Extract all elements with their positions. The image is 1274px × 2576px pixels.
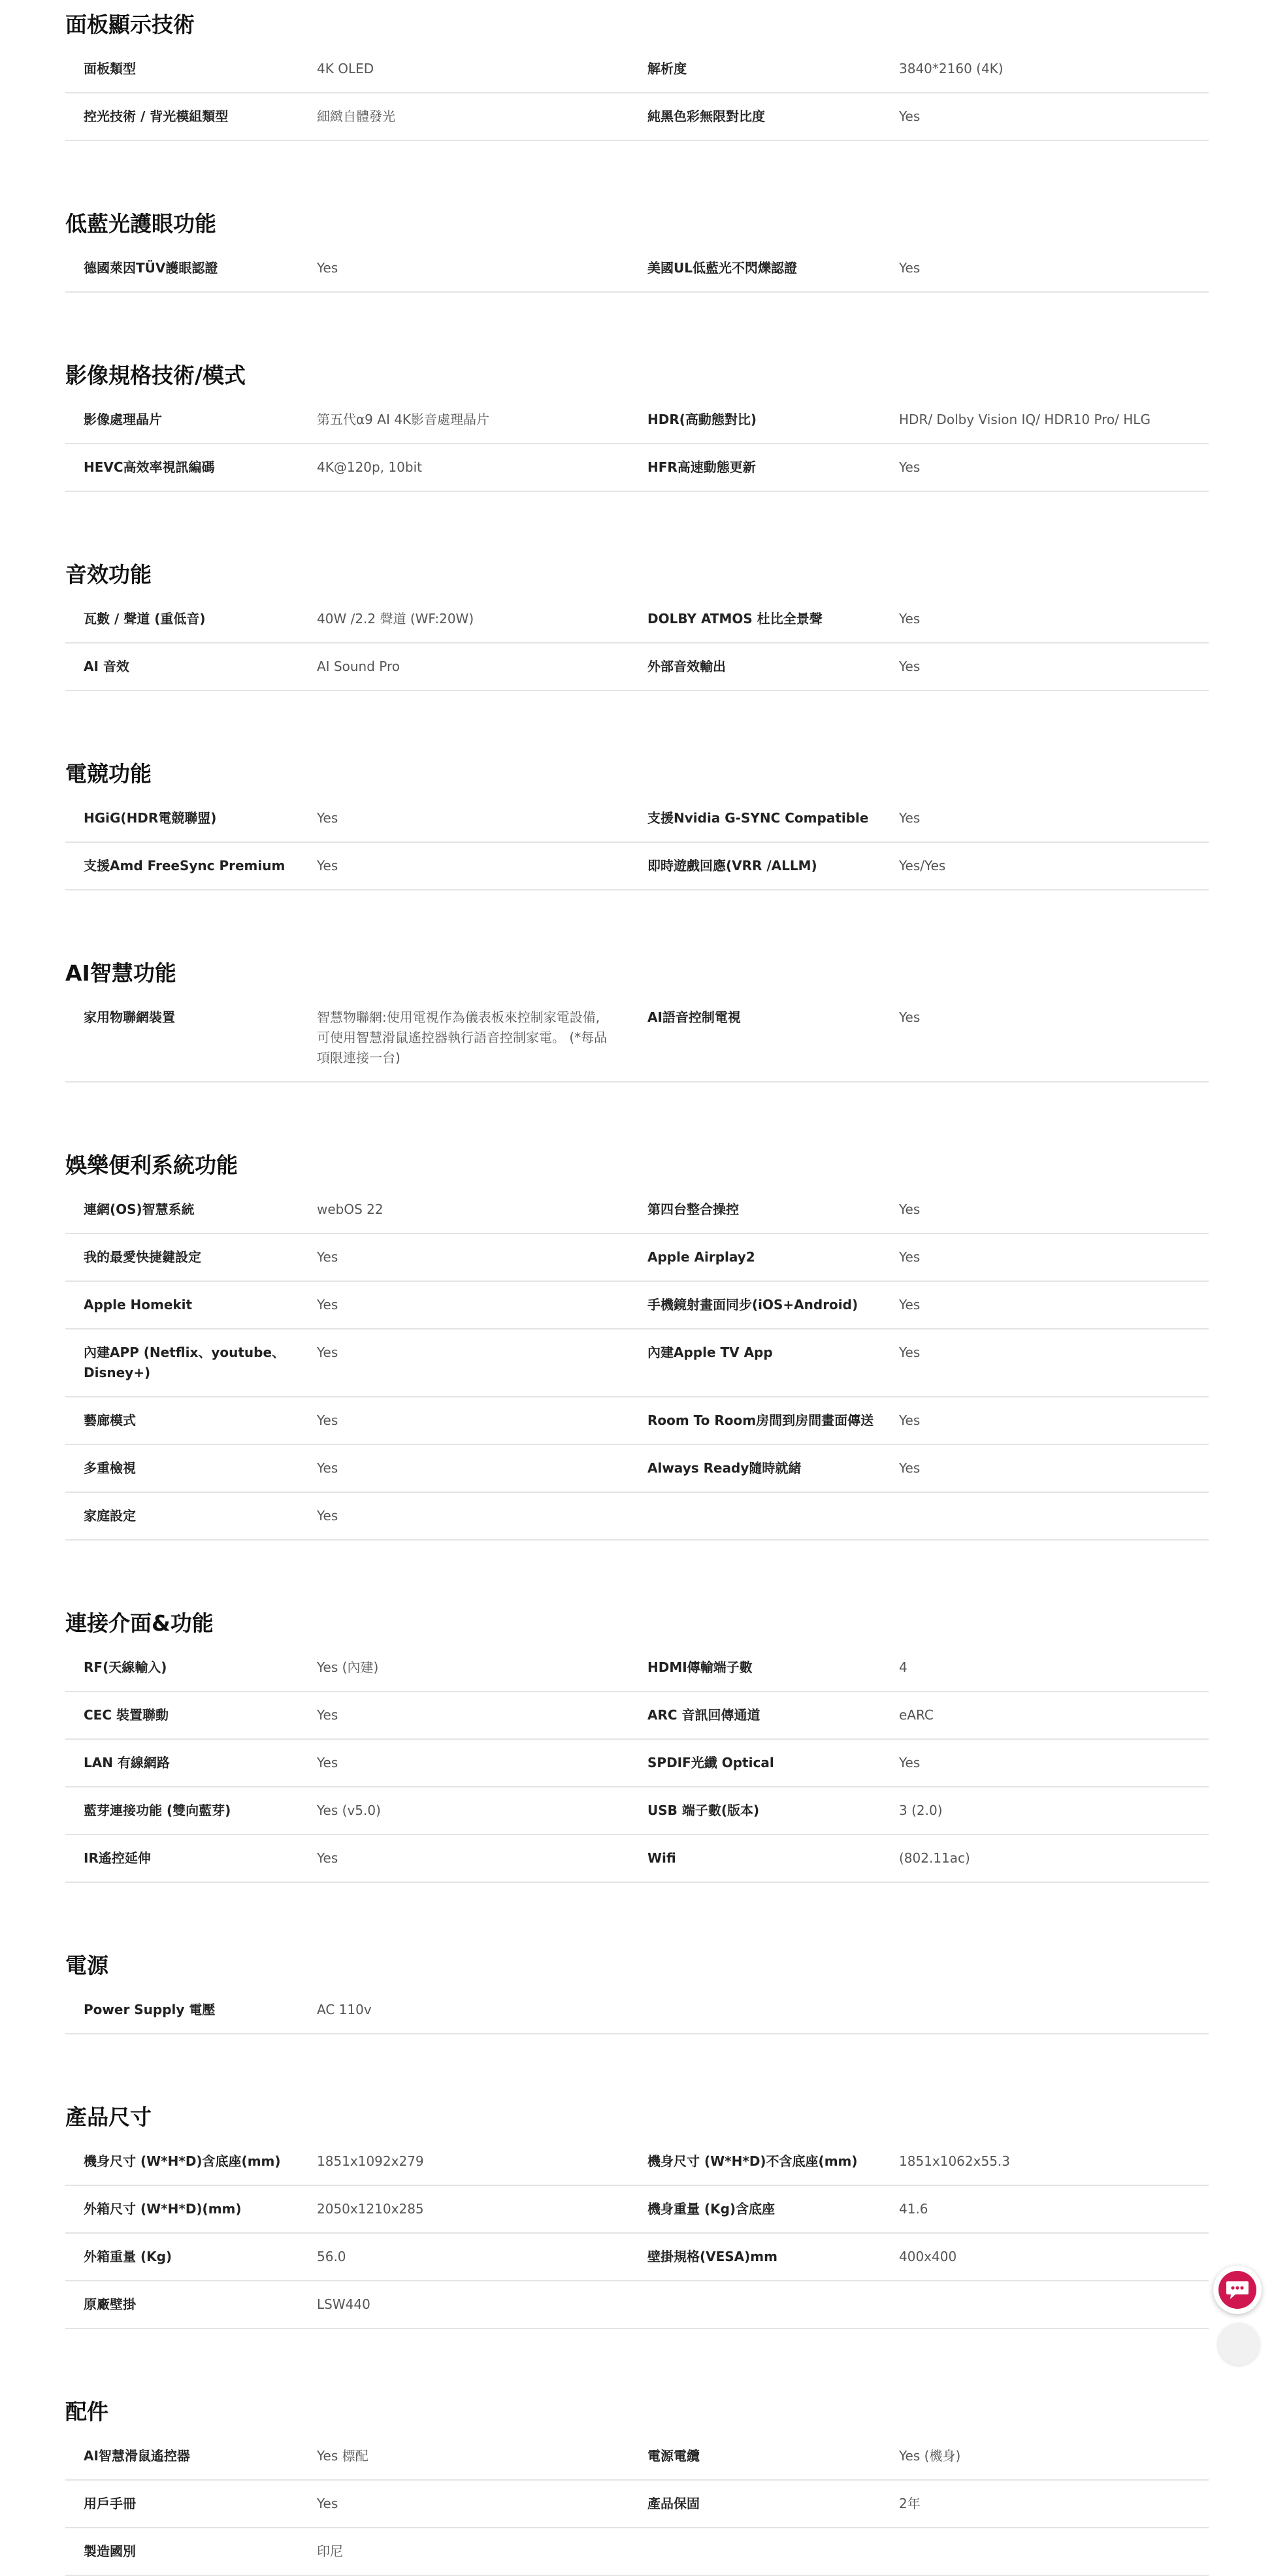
- spec-label: 第四台整合操控: [647, 1201, 739, 1217]
- spec-row: [65, 2528, 1209, 2576]
- spec-section: [65, 2387, 1274, 2576]
- spec-value: Yes: [317, 1412, 338, 1428]
- spec-value: 2年: [899, 2496, 921, 2511]
- spec-label: 我的最愛快捷鍵設定: [84, 1249, 201, 1265]
- spec-value: Yes: [317, 1345, 338, 1360]
- spec-value: 56.0: [317, 2249, 346, 2264]
- spec-value: Yes: [317, 858, 338, 873]
- spec-row: [65, 1787, 1209, 1835]
- spec-label: HGiG(HDR電競聯盟): [84, 810, 217, 826]
- spec-value: Yes: [899, 459, 921, 475]
- spec-label: 機身尺寸 (W*H*D)不含底座(mm): [647, 2153, 858, 2169]
- section-title: AI智慧功能: [65, 960, 176, 986]
- spec-label: 外箱重量 (Kg): [84, 2249, 172, 2264]
- spec-row: [65, 795, 1209, 843]
- spec-value: Yes: [899, 1009, 921, 1025]
- spec-value: 4K OLED: [317, 61, 374, 76]
- spec-label: Apple Homekit: [84, 1297, 193, 1312]
- spec-label: 多重檢視: [84, 1460, 136, 1476]
- spec-section: [65, 1941, 1274, 2034]
- spec-row: [65, 1282, 1209, 1329]
- spec-label: Apple Airplay2: [647, 1249, 755, 1265]
- spec-label: 控光技術 / 背光模組類型: [84, 108, 229, 124]
- spec-value: Yes (機身): [899, 2448, 961, 2464]
- spec-value: Yes: [317, 1297, 338, 1312]
- spec-value: Yes: [899, 1460, 921, 1476]
- spec-row: [65, 2433, 1209, 2481]
- spec-value: Yes: [899, 1249, 921, 1265]
- spec-value: Yes/Yes: [899, 858, 946, 873]
- spec-value: Yes: [317, 1850, 338, 1866]
- spec-label: 產品保固: [647, 2496, 700, 2511]
- spec-section: [65, 0, 1274, 141]
- spec-row: [65, 2138, 1209, 2186]
- spec-row: [65, 1186, 1209, 1234]
- spec-row: [65, 644, 1209, 691]
- spec-row: [65, 1740, 1209, 1787]
- spec-section: [65, 351, 1274, 492]
- spec-label: AI智慧滑鼠遙控器: [84, 2448, 190, 2464]
- spec-label: 支援Nvidia G-SYNC Compatible: [647, 810, 869, 826]
- chat-bubble-icon: [1218, 2271, 1256, 2309]
- spec-value: webOS 22: [317, 1201, 384, 1217]
- spec-label: DOLBY ATMOS 杜比全景聲: [647, 611, 823, 627]
- spec-value: 4K@120p, 10bit: [317, 459, 422, 475]
- spec-label: IR遙控延伸: [84, 1850, 151, 1866]
- spec-section: [65, 949, 1274, 1083]
- spec-value: 3840*2160 (4K): [899, 61, 1004, 76]
- spec-label: 機身重量 (Kg)含底座: [647, 2201, 776, 2217]
- spec-row: [65, 2481, 1209, 2528]
- spec-value: 1851x1092x279: [317, 2153, 424, 2169]
- section-title: 面板顯示技術: [65, 12, 195, 37]
- section-title: 影像規格技術/模式: [65, 363, 246, 388]
- spec-section: [65, 199, 1274, 293]
- spec-label: HDMI傳輸端子數: [647, 1659, 753, 1675]
- spec-value: Yes: [317, 1755, 338, 1770]
- spec-label: Wifi: [647, 1850, 676, 1866]
- spec-value: HDR/ Dolby Vision IQ/ HDR10 Pro/ HLG: [899, 412, 1151, 427]
- spec-label: 內建APP (Netflix、youtube、Disney+): [84, 1345, 286, 1380]
- spec-value: Yes 標配: [317, 2448, 368, 2464]
- spec-section: [65, 550, 1274, 691]
- spec-row: [65, 596, 1209, 644]
- spec-value: Yes (v5.0): [317, 1802, 381, 1818]
- section-title: 電競功能: [65, 761, 152, 787]
- spec-value: Yes: [899, 810, 921, 826]
- spec-label: AI語音控制電視: [647, 1009, 741, 1025]
- spec-row: [65, 1234, 1209, 1282]
- spec-label: 藝廊模式: [84, 1412, 136, 1428]
- spec-section: [65, 1141, 1274, 1541]
- spec-value: Yes: [317, 810, 338, 826]
- spec-label: 手機鏡射畫面同步(iOS+Android): [647, 1297, 858, 1312]
- spec-section: [65, 2093, 1274, 2329]
- section-title: 電源: [65, 1953, 108, 1978]
- section-title: 娛樂便利系統功能: [65, 1152, 238, 1178]
- spec-label: 瓦數 / 聲道 (重低音): [84, 611, 206, 627]
- spec-value: 細緻自體發光: [317, 108, 395, 124]
- spec-value: 4: [899, 1659, 907, 1675]
- spec-row: [65, 1493, 1209, 1541]
- spec-label: HDR(高動態對比): [647, 412, 757, 427]
- spec-label: Room To Room房間到房間畫面傳送: [647, 1412, 874, 1428]
- spec-label: 家用物聯網裝置: [84, 1009, 175, 1025]
- spec-label: CEC 裝置聯動: [84, 1707, 169, 1723]
- section-title: 連接介面&功能: [65, 1610, 214, 1636]
- spec-label: 面板類型: [84, 61, 136, 76]
- spec-label: 機身尺寸 (W*H*D)含底座(mm): [84, 2153, 281, 2169]
- spec-value: 40W /2.2 聲道 (WF:20W): [317, 611, 474, 627]
- spec-value: AC 110v: [317, 2002, 372, 2017]
- spec-value: Yes: [899, 260, 921, 276]
- spec-label: 美國UL低藍光不閃爍認證: [647, 260, 797, 276]
- chat-button[interactable]: [1213, 2266, 1262, 2314]
- spec-value: Yes: [317, 1508, 338, 1524]
- spec-row: [65, 1397, 1209, 1445]
- spec-label: 純黑色彩無限對比度: [647, 108, 765, 124]
- spec-row: [65, 843, 1209, 890]
- spec-label: 連網(OS)智慧系統: [84, 1201, 195, 1217]
- spec-value: Yes: [899, 108, 921, 124]
- spec-value: Yes: [899, 1201, 921, 1217]
- spec-row: [65, 1835, 1209, 1883]
- spec-label: 製造國別: [84, 2543, 136, 2559]
- spec-label: 內建Apple TV App: [647, 1345, 773, 1360]
- spec-row: [65, 46, 1209, 93]
- spec-label: 電源電纜: [647, 2448, 700, 2464]
- scroll-top-button[interactable]: [1218, 2323, 1260, 2365]
- spec-section: [65, 749, 1274, 890]
- section-title: 音效功能: [65, 562, 152, 587]
- spec-label: LAN 有線網路: [84, 1755, 170, 1770]
- spec-value: Yes: [317, 1460, 338, 1476]
- spec-value: Yes: [899, 611, 921, 627]
- spec-label: HEVC高效率視訊編碼: [84, 459, 215, 475]
- spec-label: 德國萊因TÜV護眼認證: [84, 260, 218, 276]
- spec-row: [65, 1445, 1209, 1493]
- spec-label: 藍芽連接功能 (雙向藍芽): [84, 1802, 231, 1818]
- spec-value: 2050x1210x285: [317, 2201, 424, 2217]
- spec-label: HFR高速動態更新: [647, 459, 756, 475]
- spec-value: Yes: [899, 659, 921, 674]
- section-title: 低藍光護眼功能: [65, 211, 216, 236]
- spec-label: 外部音效輸出: [647, 659, 726, 674]
- spec-label: Always Ready隨時就緒: [647, 1460, 802, 1476]
- section-title: 產品尺寸: [65, 2104, 152, 2130]
- spec-label: ARC 音訊回傳通道: [647, 1707, 760, 1723]
- spec-value: 3 (2.0): [899, 1802, 943, 1818]
- spec-value: Yes: [317, 1249, 338, 1265]
- spec-value: Yes: [317, 1707, 338, 1723]
- spec-label: 壁掛規格(VESA)mm: [647, 2249, 777, 2264]
- spec-value: Yes: [317, 260, 338, 276]
- spec-label: SPDIF光纖 Optical: [647, 1755, 774, 1770]
- spec-value: Yes: [899, 1755, 921, 1770]
- spec-row: [65, 2186, 1209, 2234]
- spec-row: [65, 1987, 1209, 2034]
- spec-label: USB 端子數(版本): [647, 1802, 760, 1818]
- spec-label: 外箱尺寸 (W*H*D)(mm): [84, 2201, 242, 2217]
- spec-label: 支援Amd FreeSync Premium: [84, 858, 286, 873]
- spec-row: [65, 2281, 1209, 2329]
- section-title: 配件: [65, 2399, 108, 2424]
- spec-value: Yes: [899, 1412, 921, 1428]
- spec-row: [65, 245, 1209, 293]
- spec-value: eARC: [899, 1707, 934, 1723]
- spec-label: 原廠壁掛: [84, 2296, 136, 2312]
- spec-row: [65, 994, 1209, 1083]
- spec-value: LSW440: [317, 2296, 370, 2312]
- spec-row: [65, 2234, 1209, 2281]
- spec-label: 用戶手冊: [84, 2496, 136, 2511]
- spec-value: 印尼: [317, 2543, 343, 2559]
- spec-label: 家庭設定: [84, 1508, 136, 1524]
- spec-value: 第五代α9 AI 4K影音處理晶片: [317, 412, 490, 427]
- spec-section: [65, 1599, 1274, 1883]
- spec-value: (802.11ac): [899, 1850, 970, 1866]
- spec-row: [65, 1644, 1209, 1692]
- spec-label: 即時遊戲回應(VRR /ALLM): [647, 858, 817, 873]
- spec-value: Yes: [899, 1345, 921, 1360]
- spec-value: AI Sound Pro: [317, 659, 400, 674]
- spec-label: 影像處理晶片: [84, 412, 162, 427]
- spec-value: 1851x1062x55.3: [899, 2153, 1010, 2169]
- spec-value: Yes: [899, 1297, 921, 1312]
- spec-row: [65, 444, 1209, 492]
- spec-value: Yes (內建): [317, 1659, 379, 1675]
- spec-label: AI 音效: [84, 659, 129, 674]
- spec-row: [65, 1329, 1209, 1397]
- spec-row: [65, 1692, 1209, 1740]
- spec-value: 41.6: [899, 2201, 928, 2217]
- spec-label: 解析度: [647, 61, 687, 76]
- spec-value: 智慧物聯網:使用電視作為儀表板來控制家電設備, 可使用智慧滑鼠遙控器執行語音控制家電。 (*每品項限連接一台): [317, 1009, 608, 1066]
- spec-label: Power Supply 電壓: [84, 2002, 216, 2017]
- spec-row: [65, 93, 1209, 141]
- spec-value: Yes: [317, 2496, 338, 2511]
- spec-value: 400x400: [899, 2249, 957, 2264]
- spec-row: [65, 397, 1209, 444]
- spec-label: RF(天線輸入): [84, 1659, 167, 1675]
